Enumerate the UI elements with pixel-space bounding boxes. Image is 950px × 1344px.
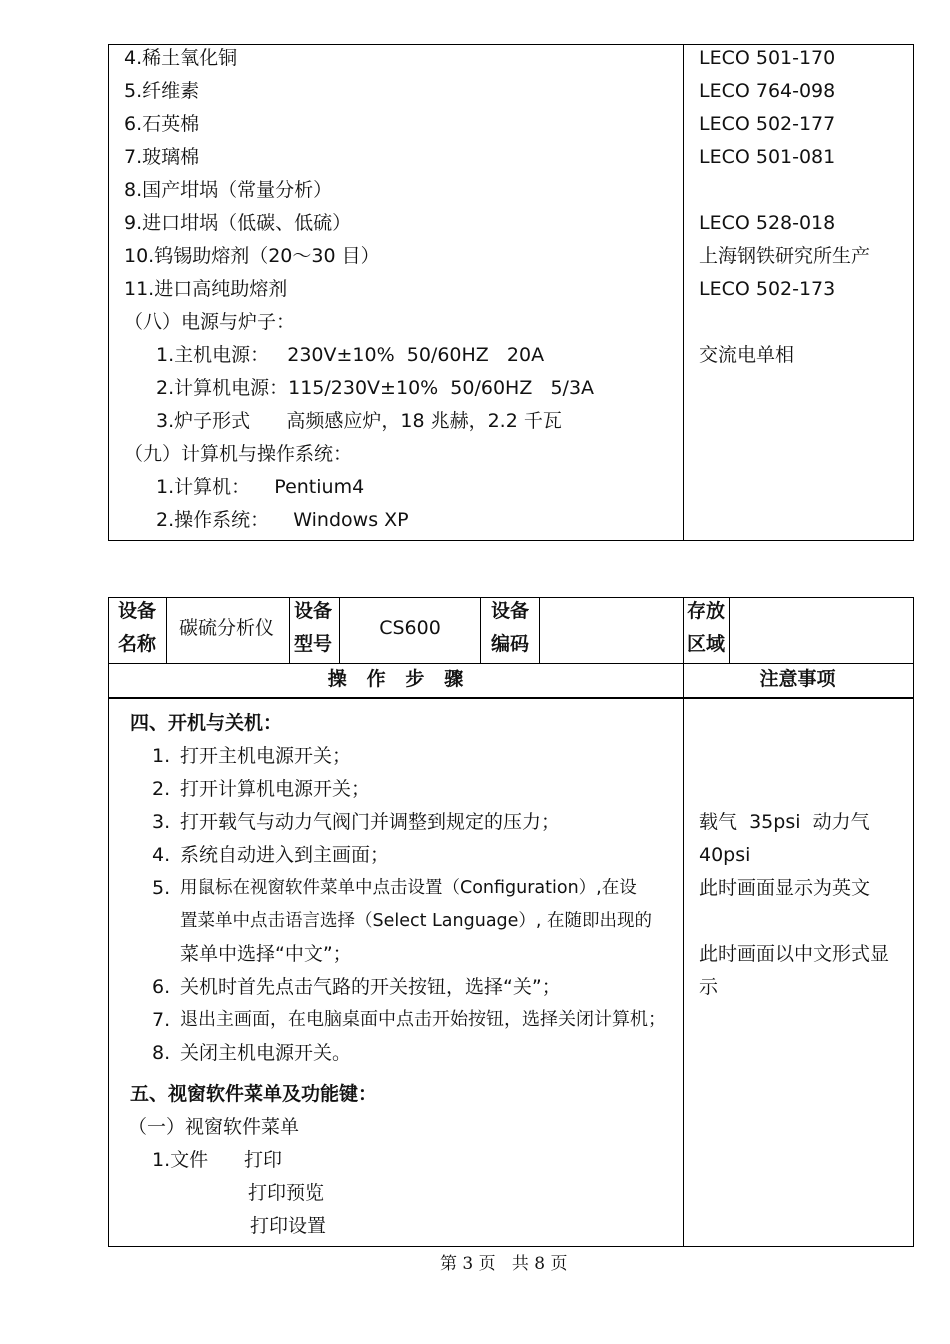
manufacturer-note: 上海钢铁研究所生产 — [699, 245, 871, 267]
note-line: 此时画面以中文形式显 — [699, 943, 890, 965]
step-number: 1. — [152, 745, 171, 767]
step-text: 系统自动进入到主画面； — [180, 844, 390, 866]
device-name-value: 碳硫分析仪 — [179, 617, 275, 639]
storage-area-label: 区域 — [687, 633, 726, 655]
step-text-continued: 菜单中选择“中文”； — [180, 943, 352, 965]
power-note: 交流电单相 — [699, 344, 795, 366]
part-number: LECO 502-177 — [699, 113, 836, 135]
furnace-spec-line: 3.炉子形式 高频感应炉，18 兆赫，2.2 千瓦 — [156, 410, 562, 432]
material-line: 6.石英棉 — [124, 113, 200, 135]
menu-item: 打印设置 — [250, 1215, 327, 1237]
part-number: LECO 501-081 — [699, 146, 836, 168]
subsection-title: （一）视窗软件菜单 — [128, 1116, 300, 1138]
step-number: 3. — [152, 811, 171, 833]
header-cell-divider — [289, 597, 290, 663]
page-number: 第 3 页 共 8 页 — [440, 1254, 568, 1274]
step-number: 2. — [152, 778, 171, 800]
steps-notes-divider — [683, 597, 684, 1246]
step-number: 5. — [152, 877, 171, 899]
material-line: 10.钨锡助熔剂（20～30 目） — [124, 245, 380, 267]
step-text: 打开计算机电源开关； — [180, 778, 371, 800]
device-model-label: 型号 — [294, 633, 333, 655]
note-line: 载气 35psi 动力气 — [699, 811, 870, 833]
computer-spec-line: 1.计算机： Pentium4 — [156, 476, 365, 498]
note-line: 示 — [699, 976, 719, 998]
device-name-label: 设备 — [118, 600, 157, 622]
step-text-continued: 置菜单中点击语言选择（Select Language）, 在随即出现的 — [180, 911, 653, 931]
device-model-value: CS600 — [379, 617, 441, 639]
section-heading-computer: （九）计算机与操作系统： — [124, 443, 353, 465]
step-text: 关闭主机电源开关。 — [180, 1042, 352, 1064]
power-spec-line: 2.计算机电源：115/230V±10% 50/60HZ 5/3A — [156, 377, 595, 399]
power-spec-line: 1.主机电源： 230V±10% 50/60HZ 20A — [156, 344, 545, 366]
menu-item: 打印预览 — [248, 1182, 325, 1204]
menu-file-label: 1.文件 — [152, 1149, 209, 1171]
step-number: 6. — [152, 976, 171, 998]
part-number: LECO 501-170 — [699, 47, 836, 69]
device-code-label: 编码 — [491, 633, 530, 655]
section-heading-power: （八）电源与炉子： — [124, 311, 296, 333]
header-cell-divider — [480, 597, 481, 663]
header-cell-divider — [539, 597, 540, 663]
step-text: 关机时首先点击气路的开关按钮，选择“关”； — [180, 976, 561, 998]
header-cell-divider — [166, 597, 167, 663]
material-line: 5.纤维素 — [124, 80, 200, 102]
continued-table-divider — [683, 44, 684, 540]
device-code-label: 设备 — [491, 600, 530, 622]
part-number: LECO 764-098 — [699, 80, 836, 102]
device-name-label: 名称 — [118, 633, 157, 655]
notes-column-heading: 注意事项 — [759, 668, 836, 690]
material-line: 8.国产坩埚（常量分析） — [124, 179, 333, 201]
menu-item: 打印 — [244, 1149, 283, 1171]
section-title-software-menu: 五、视窗软件菜单及功能键： — [130, 1083, 378, 1105]
material-line: 9.进口坩埚（低碳、低硫） — [124, 212, 352, 234]
step-number: 4. — [152, 844, 171, 866]
step-text: 打开主机电源开关； — [180, 745, 352, 767]
step-number: 7. — [152, 1009, 171, 1031]
step-text: 退出主画面，在电脑桌面中点击开始按钮，选择关闭计算机； — [180, 1009, 666, 1030]
material-line: 11.进口高纯助熔剂 — [124, 278, 288, 300]
step-number: 8. — [152, 1042, 171, 1064]
storage-area-label: 存放 — [687, 600, 726, 622]
os-spec-line: 2.操作系统： Windows XP — [156, 509, 409, 531]
part-number: LECO 528-018 — [699, 212, 836, 234]
material-line: 7.玻璃棉 — [124, 146, 200, 168]
header-cell-divider — [729, 597, 730, 663]
device-model-label: 设备 — [294, 600, 333, 622]
section-title-startup-shutdown: 四、开机与关机： — [130, 712, 283, 734]
material-line: 4.稀土氧化铜 — [124, 47, 238, 69]
step-text: 用鼠标在视窗软件菜单中点击设置（Configuration）,在设 — [180, 878, 637, 898]
note-line: 40psi — [699, 844, 751, 866]
steps-column-heading: 操 作 步 骤 — [327, 668, 464, 690]
header-row-bottom — [108, 663, 913, 664]
part-number: LECO 502-173 — [699, 278, 836, 300]
column-heading-bottom — [108, 697, 914, 699]
note-line: 此时画面显示为英文 — [699, 877, 871, 899]
step-text: 打开载气与动力气阀门并调整到规定的压力； — [180, 811, 561, 833]
